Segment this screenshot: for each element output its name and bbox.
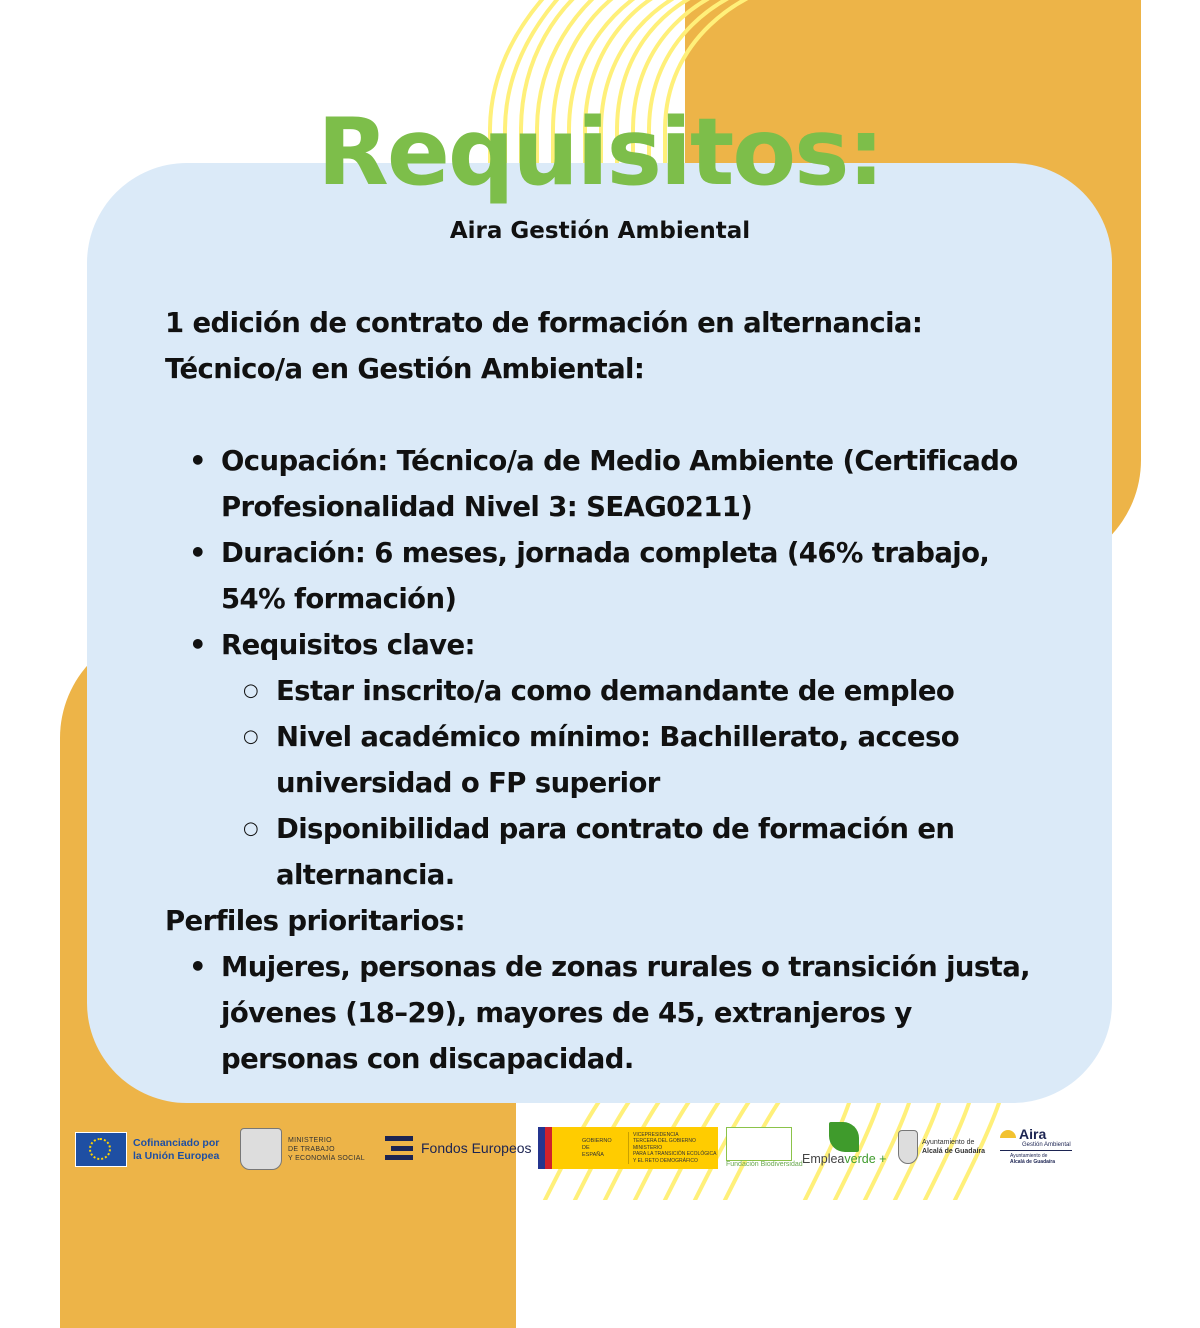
spain-crest-icon <box>240 1128 282 1170</box>
alcala-crest-icon <box>898 1130 918 1164</box>
ministerio-text: Y ECONOMÍA SOCIAL <box>288 1154 365 1162</box>
fundacion-text: Fundación Biodiversidad <box>726 1161 803 1168</box>
ayuntamiento-alcala-logo <box>898 1130 985 1164</box>
gobierno-text: DE ESPAÑA <box>582 1144 604 1158</box>
sub-list-item: ○ Estar inscrito/a como demandante de empleo <box>165 668 1055 714</box>
ayuntamiento-text: Alcalá de Guadaíra <box>922 1148 986 1155</box>
page-title: Requisitos: <box>317 98 883 206</box>
eu-flag-icon <box>75 1132 127 1167</box>
list-item-ocupacion: • Ocupación: Técnico/a de Medio Ambiente (Certificado Profesionalidad Nivel 3: SEAG0211) <box>165 438 1055 530</box>
eu-logo-text: la Unión Europea <box>133 1149 220 1162</box>
empleaverde-logo <box>802 1122 886 1166</box>
sub-list-item: ○ Disponibilidad para contrato de formación en alternancia. <box>165 806 1055 898</box>
fundacion-biodiversidad-logo <box>726 1127 803 1168</box>
gobierno-text: Y EL RETO DEMOGRÁFICO <box>633 1157 698 1164</box>
gobierno-text: VICEPRESIDENCIA <box>633 1131 679 1138</box>
sub-list-item: ○ Nivel académico mínimo: Bachillerato, acceso universidad o FP superior <box>165 714 1055 806</box>
gobierno-text: GOBIERNO <box>582 1137 612 1144</box>
eu-cofinanciado-logo <box>75 1132 219 1167</box>
gobierno-text: TERCERA DEL GOBIERNO <box>633 1138 696 1145</box>
aira-logo <box>1000 1126 1072 1165</box>
footer-logos <box>0 1120 1200 1180</box>
grass-icon <box>726 1127 792 1161</box>
intro-line: Técnico/a en Gestión Ambiental: <box>165 353 645 385</box>
requirements-list <box>165 438 1055 898</box>
fondos-europeos-logo <box>385 1136 532 1160</box>
ministerio-trabajo-logo <box>240 1128 365 1170</box>
aira-subtitle: Gestión Ambiental <box>1022 1142 1071 1148</box>
priority-heading: Perfiles prioritarios: <box>165 905 466 937</box>
aira-ayuntamiento-text: Ayuntamiento de <box>1010 1153 1048 1159</box>
leaf-icon <box>829 1122 859 1152</box>
eu-logo-text: Cofinanciado por <box>133 1136 220 1149</box>
intro-line: 1 edición de contrato de formación en alternancia: <box>165 307 923 339</box>
priority-list <box>165 944 1055 1082</box>
empleaverde-text: Empleaverde + <box>802 1152 887 1166</box>
aira-title: Aira <box>1019 1126 1047 1142</box>
requirements-content <box>165 300 1055 1082</box>
priority-list-item: • Mujeres, personas de zonas rurales o transición justa, jóvenes (18–29), mayores de 45, extranjeros y personas con discapacidad. <box>165 944 1055 1082</box>
page-subtitle: Aira Gestión Ambiental <box>449 218 751 244</box>
ayuntamiento-text: Ayuntamiento de <box>922 1139 975 1146</box>
aira-ayuntamiento-text: Alcalá de Guadaíra <box>1010 1159 1056 1165</box>
ministerio-text: MINISTERIO <box>288 1136 332 1144</box>
spain-eu-flag-icon <box>538 1127 552 1169</box>
fondos-europeos-icon <box>385 1136 413 1160</box>
list-item-duracion: • Duración: 6 meses, jornada completa (46% trabajo, 54% formación) <box>165 530 1055 622</box>
sun-icon <box>1000 1130 1016 1138</box>
list-item-requisitos-clave: • Requisitos clave: <box>165 622 1055 668</box>
gobierno-text: PARA LA TRANSICIÓN ECOLÓGICA <box>633 1151 717 1158</box>
gobierno-espana-logo <box>538 1127 718 1169</box>
ministerio-text: DE TRABAJO <box>288 1145 335 1153</box>
fondos-europeos-text: Fondos Europeos <box>421 1140 532 1156</box>
gobierno-text: MINISTERIO <box>633 1144 663 1151</box>
